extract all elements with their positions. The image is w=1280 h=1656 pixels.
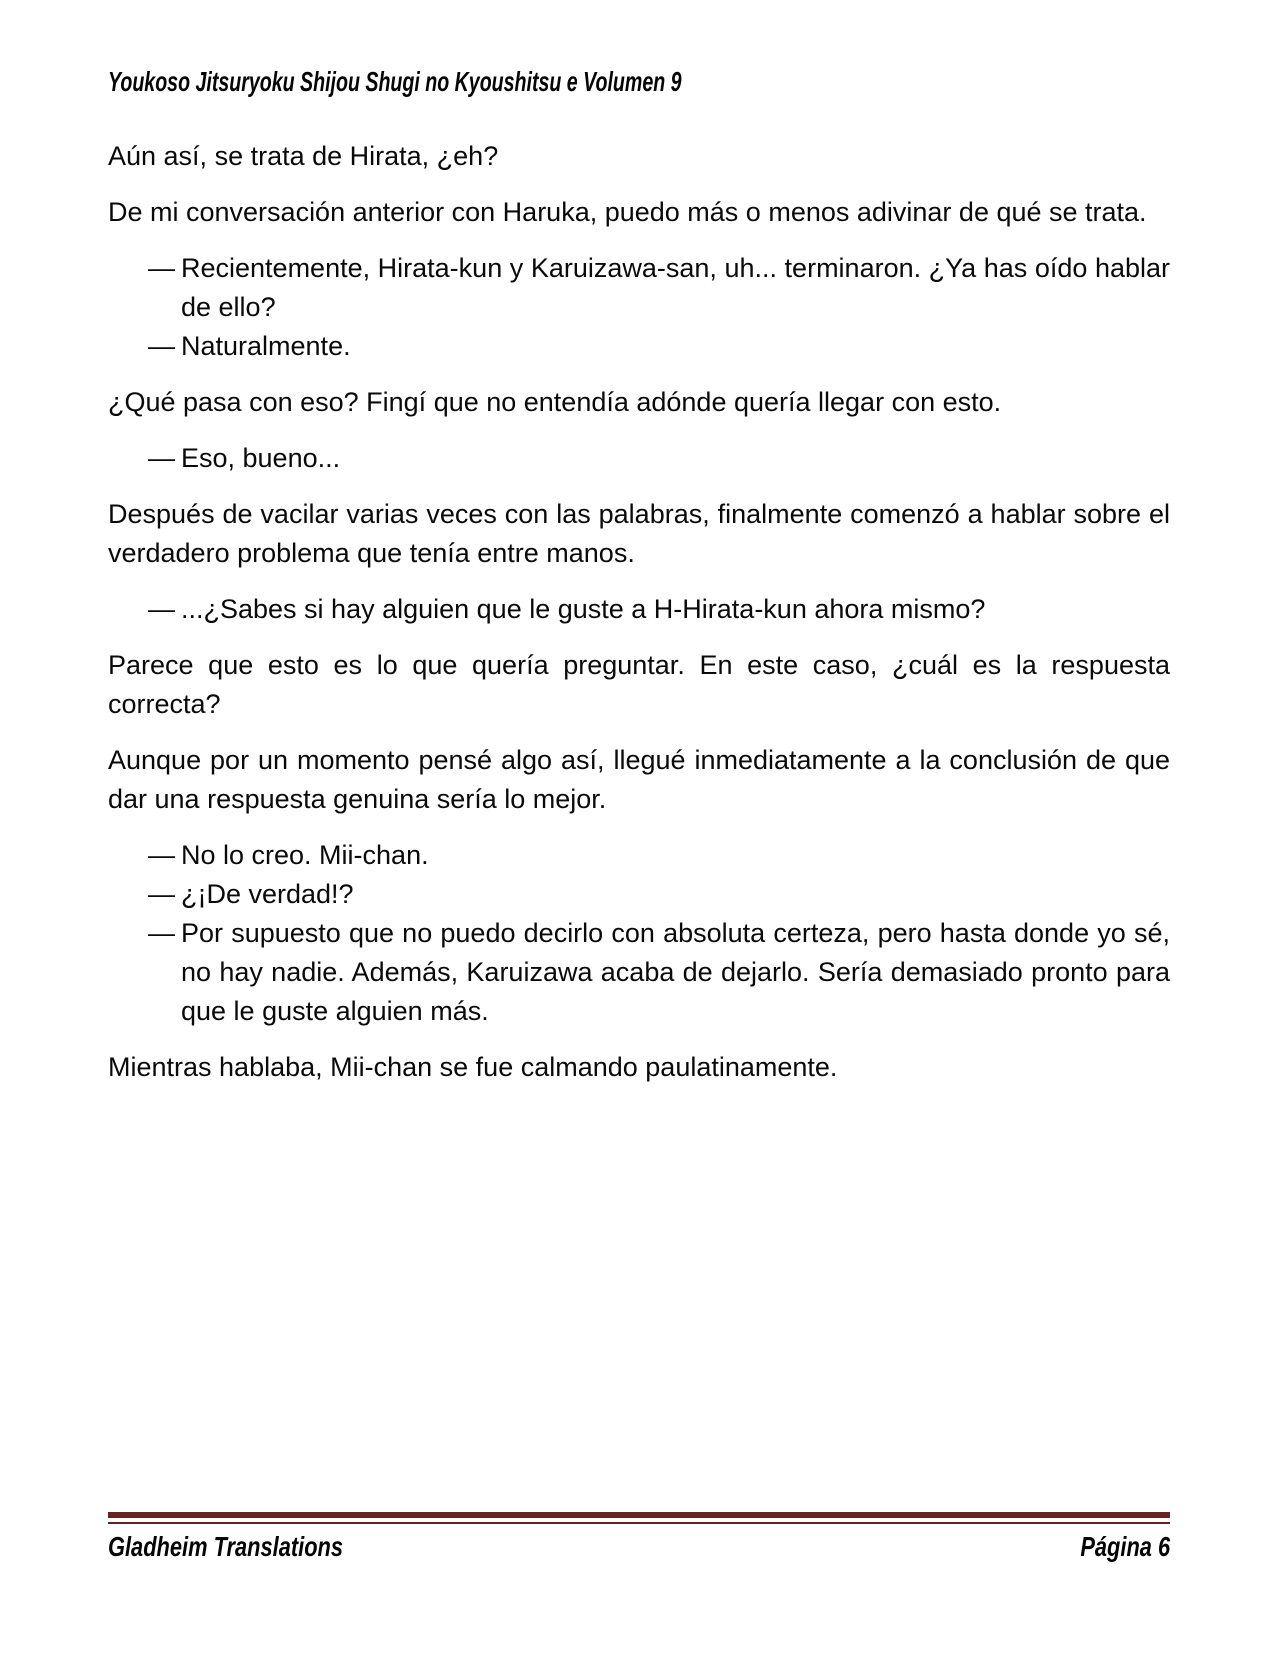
dialogue-list <box>108 439 1170 478</box>
em-dash: — <box>148 331 175 361</box>
paragraph: De mi conversación anterior con Haruka, puedo más o menos adivinar de qué se trata. <box>108 197 1147 227</box>
dialogue-text: No lo creo. Mii-chan. <box>181 840 429 870</box>
paragraph: ¿Qué pasa con eso? Fingí que no entendía adónde quería llegar con esto. <box>108 387 1002 417</box>
footer-row <box>108 1530 1170 1564</box>
footer-divider-thin-line <box>108 1522 1170 1524</box>
em-dash: — <box>148 594 175 624</box>
em-dash: — <box>148 840 175 870</box>
paragraph: Aún así, se trata de Hirata, ¿eh? <box>108 141 499 171</box>
paragraph: Mientras hablaba, Mii-chan se fue calmando paulatinamente. <box>108 1052 838 1082</box>
dialogue-list <box>108 836 1170 1031</box>
dialogue-line <box>148 590 1170 629</box>
dialogue-text: Naturalmente. <box>181 331 351 361</box>
page-header <box>108 66 1170 98</box>
footer-divider <box>108 1512 1170 1524</box>
dialogue-line <box>148 914 1170 1031</box>
document-body <box>108 137 1170 1104</box>
em-dash: — <box>148 253 175 283</box>
dialogue-text: ¿¡De verdad!? <box>181 879 354 909</box>
em-dash: — <box>148 918 175 948</box>
paragraph: Parece que esto es lo que quería preguntar. En este caso, ¿cuál es la respuesta correcta? <box>108 650 1170 719</box>
dialogue-line <box>148 875 1170 914</box>
dialogue-line <box>148 249 1170 327</box>
paragraph: Aunque por un momento pensé algo así, llegué inmediatamente a la conclusión de que dar una respuesta genuina sería lo mejor. <box>108 745 1170 814</box>
dialogue-text: Recientemente, Hirata-kun y Karuizawa-san, uh... terminaron. ¿Ya has oído hablar de ello? <box>181 253 1170 322</box>
footer-divider-thick-line <box>108 1512 1170 1518</box>
footer-page-number: Página 6 <box>1080 1531 1170 1562</box>
dialogue-line <box>148 439 1170 478</box>
paragraph: Después de vacilar varias veces con las palabras, finalmente comenzó a hablar sobre el verdadero problema que tenía entre manos. <box>108 499 1170 568</box>
header-title: Youkoso Jitsuryoku Shijou Shugi no Kyoushitsu e Volumen 9 <box>108 66 682 97</box>
em-dash: — <box>148 879 175 909</box>
dialogue-text: ...¿Sabes si hay alguien que le guste a H-Hirata-kun ahora mismo? <box>181 594 986 624</box>
em-dash: — <box>148 443 175 473</box>
dialogue-text: Por supuesto que no puedo decirlo con absoluta certeza, pero hasta donde yo sé, no hay nadie. Además, Karuizawa acaba de dejarlo. Sería demasiado pronto para que le guste alguien más. <box>181 918 1170 1026</box>
dialogue-list <box>108 249 1170 366</box>
page-footer <box>108 1512 1170 1564</box>
dialogue-line <box>148 327 1170 366</box>
dialogue-text: Eso, bueno... <box>181 443 341 473</box>
dialogue-list <box>108 590 1170 629</box>
dialogue-line <box>148 836 1170 875</box>
footer-translator-name: Gladheim Translations <box>108 1531 344 1562</box>
